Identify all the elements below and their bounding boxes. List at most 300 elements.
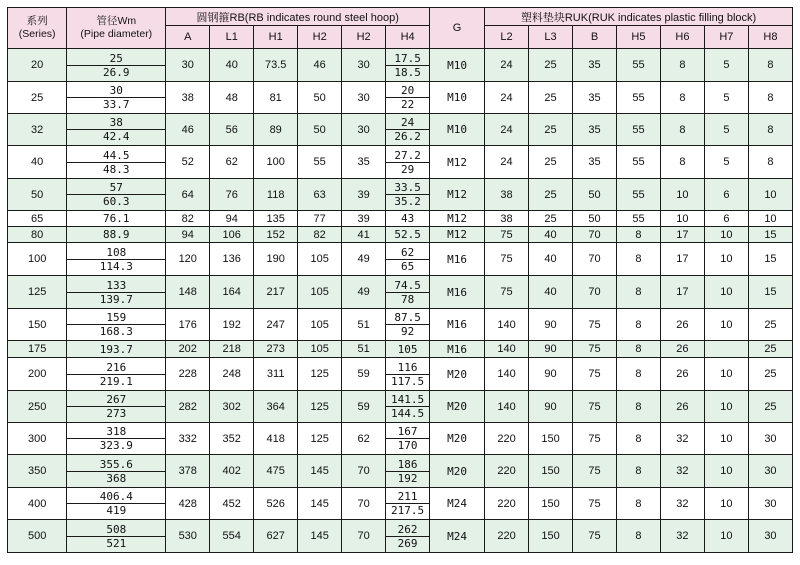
cell-series: 125	[8, 276, 67, 309]
table-row	[8, 423, 793, 455]
cell-L1: 62	[210, 146, 254, 179]
cell-H8: 8	[748, 82, 792, 114]
cell-H6: 8	[660, 114, 704, 146]
cell-pipe-diameter	[67, 146, 166, 179]
cell-H7: 10	[704, 423, 748, 455]
cell-H6: 8	[660, 146, 704, 179]
cell-G: M10	[430, 49, 485, 82]
pipe-diameter-lower: 368	[106, 471, 127, 485]
cell-H6: 26	[660, 341, 704, 358]
cell-H1: 73.5	[254, 49, 298, 82]
cell-G: M20	[430, 455, 485, 488]
cell-B: 70	[573, 243, 617, 276]
header-col-H2-second: H2	[342, 26, 386, 49]
cell-L2: 140	[485, 391, 529, 423]
cell-A: 38	[166, 82, 210, 114]
cell-series: 20	[8, 49, 67, 82]
cell-H4: 43	[386, 211, 430, 227]
cell-H2b: 59	[342, 391, 386, 423]
cell-G: M24	[430, 520, 485, 553]
cell-A: 530	[166, 520, 210, 553]
cell-H1: 217	[254, 276, 298, 309]
h4-upper: 33.5	[386, 181, 429, 195]
header-col-G: G	[430, 8, 485, 49]
cell-G: M16	[430, 243, 485, 276]
cell-A: 64	[166, 179, 210, 211]
h4-upper: 74.5	[386, 279, 429, 293]
h4-lower: 117.5	[391, 374, 425, 388]
cell-H2b: 30	[342, 114, 386, 146]
cell-H5: 8	[616, 391, 660, 423]
cell-H1: 152	[254, 227, 298, 243]
cell-G: M20	[430, 391, 485, 423]
cell-H2b: 35	[342, 146, 386, 179]
pipe-diameter-lower: 42.4	[103, 130, 130, 143]
cell-B: 75	[573, 455, 617, 488]
header-col-H6: H6	[660, 26, 704, 49]
cell-H5: 8	[616, 309, 660, 341]
pipe-clamp-spec-table	[7, 7, 793, 553]
cell-H8: 30	[748, 423, 792, 455]
cell-H5: 8	[616, 243, 660, 276]
cell-H1: 311	[254, 358, 298, 391]
cell-H5: 8	[616, 276, 660, 309]
cell-H1: 100	[254, 146, 298, 179]
cell-L1: 554	[210, 520, 254, 553]
cell-H8: 25	[748, 358, 792, 391]
cell-H2b: 51	[342, 341, 386, 358]
header-col-H2: H2	[298, 26, 342, 49]
header-col-H1: H1	[254, 26, 298, 49]
table-row	[8, 455, 793, 488]
pipe-diameter-upper: 355.6	[67, 458, 165, 472]
cell-L2: 75	[485, 243, 529, 276]
cell-pipe-diameter	[67, 276, 166, 309]
cell-H2a: 105	[298, 243, 342, 276]
h4-lower: 29	[400, 162, 415, 176]
cell-series: 65	[8, 211, 67, 227]
pipe-diameter-upper: 44.5	[67, 149, 165, 163]
cell-A: 46	[166, 114, 210, 146]
cell-H4	[386, 309, 430, 341]
cell-L3: 150	[529, 520, 573, 553]
cell-L3: 90	[529, 341, 573, 358]
cell-H7: 10	[704, 520, 748, 553]
table-body	[8, 49, 793, 553]
pipe-diameter-upper: 216	[67, 361, 165, 375]
pipe-diameter-lower: 114.3	[99, 259, 133, 273]
cell-H7: 5	[704, 82, 748, 114]
h4-upper: 141.5	[386, 393, 429, 407]
cell-H5: 8	[616, 488, 660, 520]
table-row	[8, 243, 793, 276]
cell-H2a: 105	[298, 309, 342, 341]
cell-L1: 352	[210, 423, 254, 455]
cell-H7: 10	[704, 391, 748, 423]
pipe-diameter-upper: 133	[67, 279, 165, 293]
cell-H1: 118	[254, 179, 298, 211]
cell-H1: 627	[254, 520, 298, 553]
table-row	[8, 276, 793, 309]
table-row	[8, 211, 793, 227]
cell-H4: 52.5	[386, 227, 430, 243]
cell-H2b: 30	[342, 82, 386, 114]
cell-H5: 55	[616, 179, 660, 211]
cell-H1: 135	[254, 211, 298, 227]
cell-series: 350	[8, 455, 67, 488]
cell-H2b: 70	[342, 488, 386, 520]
cell-H2b: 41	[342, 227, 386, 243]
h4-upper: 87.5	[386, 311, 429, 325]
pipe-diameter-lower: 168.3	[99, 325, 133, 338]
cell-H8: 15	[748, 276, 792, 309]
pipe-diameter-upper: 38	[67, 116, 165, 130]
cell-L2: 24	[485, 114, 529, 146]
cell-A: 52	[166, 146, 210, 179]
cell-L2: 24	[485, 146, 529, 179]
header-pipe-diameter: 管径Wm (Pipe diameter)	[67, 8, 166, 49]
cell-H6: 26	[660, 391, 704, 423]
cell-L1: 302	[210, 391, 254, 423]
cell-pipe-diameter	[67, 455, 166, 488]
cell-B: 35	[573, 49, 617, 82]
cell-pipe-diameter: 193.7	[67, 341, 166, 358]
cell-A: 228	[166, 358, 210, 391]
cell-series: 32	[8, 114, 67, 146]
cell-H5: 8	[616, 423, 660, 455]
cell-B: 70	[573, 276, 617, 309]
cell-L2: 24	[485, 49, 529, 82]
cell-L1: 452	[210, 488, 254, 520]
cell-B: 50	[573, 211, 617, 227]
pipe-diameter-lower: 48.3	[103, 162, 130, 176]
cell-H4	[386, 49, 430, 82]
cell-L1: 136	[210, 243, 254, 276]
cell-H6: 10	[660, 179, 704, 211]
cell-H8: 30	[748, 520, 792, 553]
cell-H7: 10	[704, 455, 748, 488]
cell-H8: 8	[748, 114, 792, 146]
h4-lower: 269	[397, 536, 418, 550]
pipe-diameter-lower: 33.7	[103, 98, 130, 111]
cell-L1: 218	[210, 341, 254, 358]
cell-H8: 25	[748, 391, 792, 423]
cell-H2a: 145	[298, 520, 342, 553]
cell-series: 25	[8, 82, 67, 114]
cell-L1: 48	[210, 82, 254, 114]
h4-upper: 62	[386, 246, 429, 260]
cell-A: 332	[166, 423, 210, 455]
table-row	[8, 341, 793, 358]
cell-L1: 40	[210, 49, 254, 82]
cell-L3: 90	[529, 358, 573, 391]
table-row	[8, 391, 793, 423]
cell-L2: 38	[485, 211, 529, 227]
cell-H1: 247	[254, 309, 298, 341]
cell-H7: 10	[704, 243, 748, 276]
cell-H7: 10	[704, 358, 748, 391]
pipe-diameter-lower: 219.1	[99, 374, 133, 388]
h4-lower: 78	[400, 292, 415, 306]
cell-H5: 55	[616, 114, 660, 146]
cell-H4	[386, 82, 430, 114]
cell-H2a: 55	[298, 146, 342, 179]
header-ruk-group: 塑料垫块RUK(RUK indicates plastic filling block)	[485, 8, 793, 26]
cell-L3: 25	[529, 179, 573, 211]
pipe-diameter-upper: 406.4	[67, 490, 165, 504]
cell-series: 40	[8, 146, 67, 179]
cell-L2: 220	[485, 423, 529, 455]
cell-H2a: 125	[298, 423, 342, 455]
cell-H7: 5	[704, 49, 748, 82]
h4-lower: 192	[397, 471, 418, 485]
cell-L1: 106	[210, 227, 254, 243]
cell-H1: 273	[254, 341, 298, 358]
cell-H2a: 105	[298, 276, 342, 309]
table-row	[8, 309, 793, 341]
spec-table-container	[7, 7, 793, 553]
cell-series: 175	[8, 341, 67, 358]
cell-L3: 150	[529, 423, 573, 455]
cell-L3: 25	[529, 211, 573, 227]
cell-H8: 30	[748, 455, 792, 488]
cell-pipe-diameter	[67, 358, 166, 391]
h4-lower: 26.2	[394, 130, 421, 143]
cell-H7: 5	[704, 146, 748, 179]
pipe-diameter-lower: 521	[106, 536, 127, 550]
cell-H8: 30	[748, 488, 792, 520]
cell-H5: 8	[616, 455, 660, 488]
cell-L2: 220	[485, 520, 529, 553]
pipe-diameter-upper: 508	[67, 523, 165, 537]
cell-L1: 94	[210, 211, 254, 227]
cell-H4	[386, 114, 430, 146]
cell-H1: 89	[254, 114, 298, 146]
cell-H6: 32	[660, 488, 704, 520]
cell-pipe-diameter	[67, 243, 166, 276]
h4-lower: 35.2	[394, 195, 421, 208]
cell-H2a: 125	[298, 391, 342, 423]
cell-H2a: 125	[298, 358, 342, 391]
cell-G: M16	[430, 276, 485, 309]
cell-B: 75	[573, 341, 617, 358]
cell-B: 75	[573, 488, 617, 520]
cell-pipe-diameter	[67, 82, 166, 114]
header-group-row	[8, 8, 793, 26]
cell-H8: 10	[748, 179, 792, 211]
pipe-diameter-upper: 267	[67, 393, 165, 407]
h4-upper: 24	[386, 116, 429, 130]
header-col-L3: L3	[529, 26, 573, 49]
cell-H2a: 145	[298, 488, 342, 520]
table-row	[8, 358, 793, 391]
cell-L3: 90	[529, 391, 573, 423]
cell-H6: 17	[660, 227, 704, 243]
cell-H5: 8	[616, 358, 660, 391]
cell-H6: 32	[660, 520, 704, 553]
header-col-L2: L2	[485, 26, 529, 49]
table-row	[8, 146, 793, 179]
cell-H1: 526	[254, 488, 298, 520]
h4-lower: 65	[400, 259, 415, 273]
cell-H2a: 63	[298, 179, 342, 211]
cell-H4	[386, 358, 430, 391]
cell-A: 378	[166, 455, 210, 488]
cell-H6: 26	[660, 309, 704, 341]
cell-L2: 75	[485, 227, 529, 243]
cell-H2b: 59	[342, 358, 386, 391]
cell-L3: 40	[529, 276, 573, 309]
h4-upper: 27.2	[386, 149, 429, 163]
pipe-diameter-upper: 57	[67, 181, 165, 195]
cell-H4	[386, 520, 430, 553]
cell-L2: 220	[485, 488, 529, 520]
cell-L3: 25	[529, 146, 573, 179]
cell-G: M12	[430, 211, 485, 227]
cell-L3: 25	[529, 82, 573, 114]
cell-H6: 10	[660, 211, 704, 227]
cell-B: 75	[573, 358, 617, 391]
cell-H8: 25	[748, 341, 792, 358]
cell-G: M16	[430, 309, 485, 341]
cell-L1: 164	[210, 276, 254, 309]
cell-G: M10	[430, 82, 485, 114]
cell-H6: 26	[660, 358, 704, 391]
pipe-diameter-upper: 159	[67, 311, 165, 325]
h4-lower: 22	[400, 98, 415, 111]
cell-pipe-diameter	[67, 520, 166, 553]
cell-L1: 192	[210, 309, 254, 341]
cell-H5: 55	[616, 82, 660, 114]
cell-pipe-diameter	[67, 391, 166, 423]
cell-H2a: 145	[298, 455, 342, 488]
cell-H4	[386, 391, 430, 423]
h4-lower: 144.5	[391, 407, 425, 420]
cell-B: 35	[573, 114, 617, 146]
cell-H7: 10	[704, 276, 748, 309]
cell-series: 80	[8, 227, 67, 243]
cell-H2b: 62	[342, 423, 386, 455]
h4-upper: 167	[386, 425, 429, 439]
cell-series: 50	[8, 179, 67, 211]
cell-L2: 140	[485, 358, 529, 391]
header-col-H5: H5	[616, 26, 660, 49]
pipe-diameter-upper: 30	[67, 84, 165, 98]
cell-L2: 24	[485, 82, 529, 114]
cell-H4	[386, 276, 430, 309]
cell-H7	[704, 341, 748, 358]
table-row	[8, 49, 793, 82]
cell-H4	[386, 179, 430, 211]
h4-upper: 211	[386, 490, 429, 504]
cell-A: 202	[166, 341, 210, 358]
pipe-diameter-lower: 60.3	[103, 195, 130, 208]
cell-H5: 8	[616, 227, 660, 243]
cell-L2: 75	[485, 276, 529, 309]
pipe-diameter-upper: 108	[67, 246, 165, 260]
cell-pipe-diameter	[67, 179, 166, 211]
cell-H5: 55	[616, 146, 660, 179]
cell-L1: 56	[210, 114, 254, 146]
cell-H1: 190	[254, 243, 298, 276]
cell-L2: 140	[485, 341, 529, 358]
cell-H5: 8	[616, 520, 660, 553]
cell-pipe-diameter	[67, 309, 166, 341]
cell-H8: 10	[748, 211, 792, 227]
table-row	[8, 227, 793, 243]
cell-L3: 25	[529, 49, 573, 82]
h4-upper: 186	[386, 458, 429, 472]
cell-pipe-diameter	[67, 423, 166, 455]
cell-H6: 8	[660, 82, 704, 114]
cell-H2a: 46	[298, 49, 342, 82]
table-row	[8, 488, 793, 520]
header-col-L1: L1	[210, 26, 254, 49]
cell-H2b: 30	[342, 49, 386, 82]
header-col-B: B	[573, 26, 617, 49]
cell-H7: 5	[704, 114, 748, 146]
cell-series: 300	[8, 423, 67, 455]
cell-H5: 55	[616, 211, 660, 227]
cell-G: M10	[430, 114, 485, 146]
h4-lower: 92	[400, 325, 415, 338]
cell-G: M20	[430, 423, 485, 455]
cell-H7: 10	[704, 488, 748, 520]
cell-L3: 25	[529, 114, 573, 146]
cell-A: 148	[166, 276, 210, 309]
h4-lower: 217.5	[391, 504, 425, 517]
cell-B: 35	[573, 82, 617, 114]
cell-G: M16	[430, 341, 485, 358]
cell-L1: 248	[210, 358, 254, 391]
pipe-diameter-lower: 26.9	[103, 65, 130, 79]
cell-H2b: 70	[342, 520, 386, 553]
cell-H1: 81	[254, 82, 298, 114]
cell-A: 176	[166, 309, 210, 341]
cell-L3: 150	[529, 455, 573, 488]
cell-L1: 402	[210, 455, 254, 488]
cell-G: M12	[430, 179, 485, 211]
cell-H5: 55	[616, 49, 660, 82]
cell-B: 75	[573, 423, 617, 455]
cell-series: 100	[8, 243, 67, 276]
cell-series: 500	[8, 520, 67, 553]
cell-G: M20	[430, 358, 485, 391]
cell-H6: 17	[660, 243, 704, 276]
cell-H5: 8	[616, 341, 660, 358]
header-col-H4: H4	[386, 26, 430, 49]
header-rb-group: 圆钢箍RB(RB indicates round steel hoop)	[166, 8, 430, 26]
cell-H7: 10	[704, 309, 748, 341]
cell-pipe-diameter	[67, 49, 166, 82]
cell-H2b: 49	[342, 243, 386, 276]
cell-H2a: 105	[298, 341, 342, 358]
pipe-diameter-lower: 419	[106, 504, 127, 517]
table-row	[8, 520, 793, 553]
pipe-diameter-upper: 318	[67, 425, 165, 439]
cell-B: 70	[573, 227, 617, 243]
cell-H4	[386, 455, 430, 488]
cell-H4	[386, 488, 430, 520]
cell-H2b: 39	[342, 211, 386, 227]
header-col-H8: H8	[748, 26, 792, 49]
cell-H2b: 49	[342, 276, 386, 309]
cell-series: 250	[8, 391, 67, 423]
cell-H2b: 39	[342, 179, 386, 211]
cell-A: 428	[166, 488, 210, 520]
header-series: 系列 (Series)	[8, 8, 67, 49]
cell-H7: 10	[704, 227, 748, 243]
